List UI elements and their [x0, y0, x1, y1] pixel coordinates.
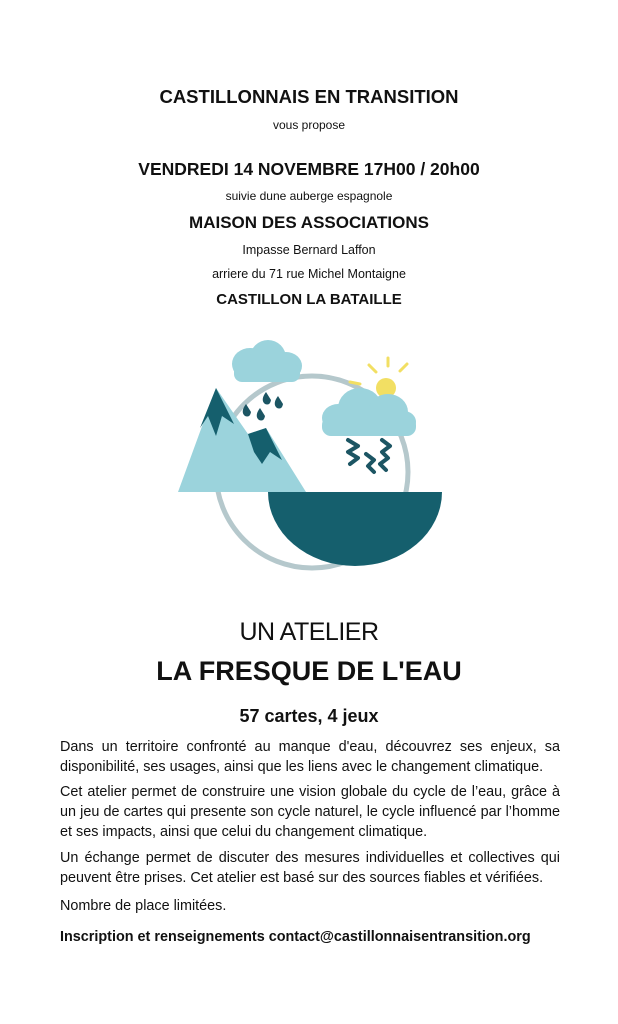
contact-line: Inscription et renseignements contact@castillonnaisentransition.org: [60, 929, 531, 945]
venue-name: MAISON DES ASSOCIATIONS: [189, 213, 429, 232]
address-line-2: arriere du 71 rue Michel Montaigne: [212, 267, 406, 281]
rain-icon: [243, 392, 283, 421]
address-line-1: Impasse Bernard Laffon: [242, 243, 376, 257]
storm-cloud-icon: [322, 388, 416, 436]
propose-text: vous propose: [272, 118, 346, 132]
town-name: CASTILLON LA BATAILLE: [216, 291, 402, 308]
paragraph: Cet atelier permet de construire une vision globale du cycle de l’eau, grâce à un jeu de cartes qui presente son cycle naturel, le cycle influencé par l’homme et ses impacts, ainsi que celui du changement climatique.: [60, 784, 560, 840]
workshop-title: LA FRESQUE DE L'EAU: [156, 656, 462, 686]
event-date: VENDREDI 14 NOVEMBRE 17H00 / 20h00: [138, 159, 480, 179]
paragraph: Dans un territoire confronté au manque d'eau, découvrez ses enjeux, sa disponibilité, ses usages, ainsi que les liens avec le changement climatique.: [60, 739, 560, 775]
event-note: suivie dune auberge espagnole: [225, 189, 393, 203]
atelier-heading: UN ATELIER: [239, 618, 379, 646]
organization-name: CASTILLONNAIS EN TRANSITION: [159, 86, 459, 107]
cloud-icon: [232, 340, 302, 382]
workshop-subtitle: 57 cartes, 4 jeux: [239, 706, 379, 726]
paragraph: Un échange permet de discuter des mesures individuelles et collectives qui peuvent être prises. Cet atelier est basé sur des sources fiables et vérifiées.: [60, 850, 560, 886]
lightning-icon: [348, 440, 390, 472]
water-basin-icon: [268, 492, 442, 566]
water-cycle-icon: [170, 336, 450, 586]
paragraph: Nombre de place limitées.: [60, 898, 227, 914]
